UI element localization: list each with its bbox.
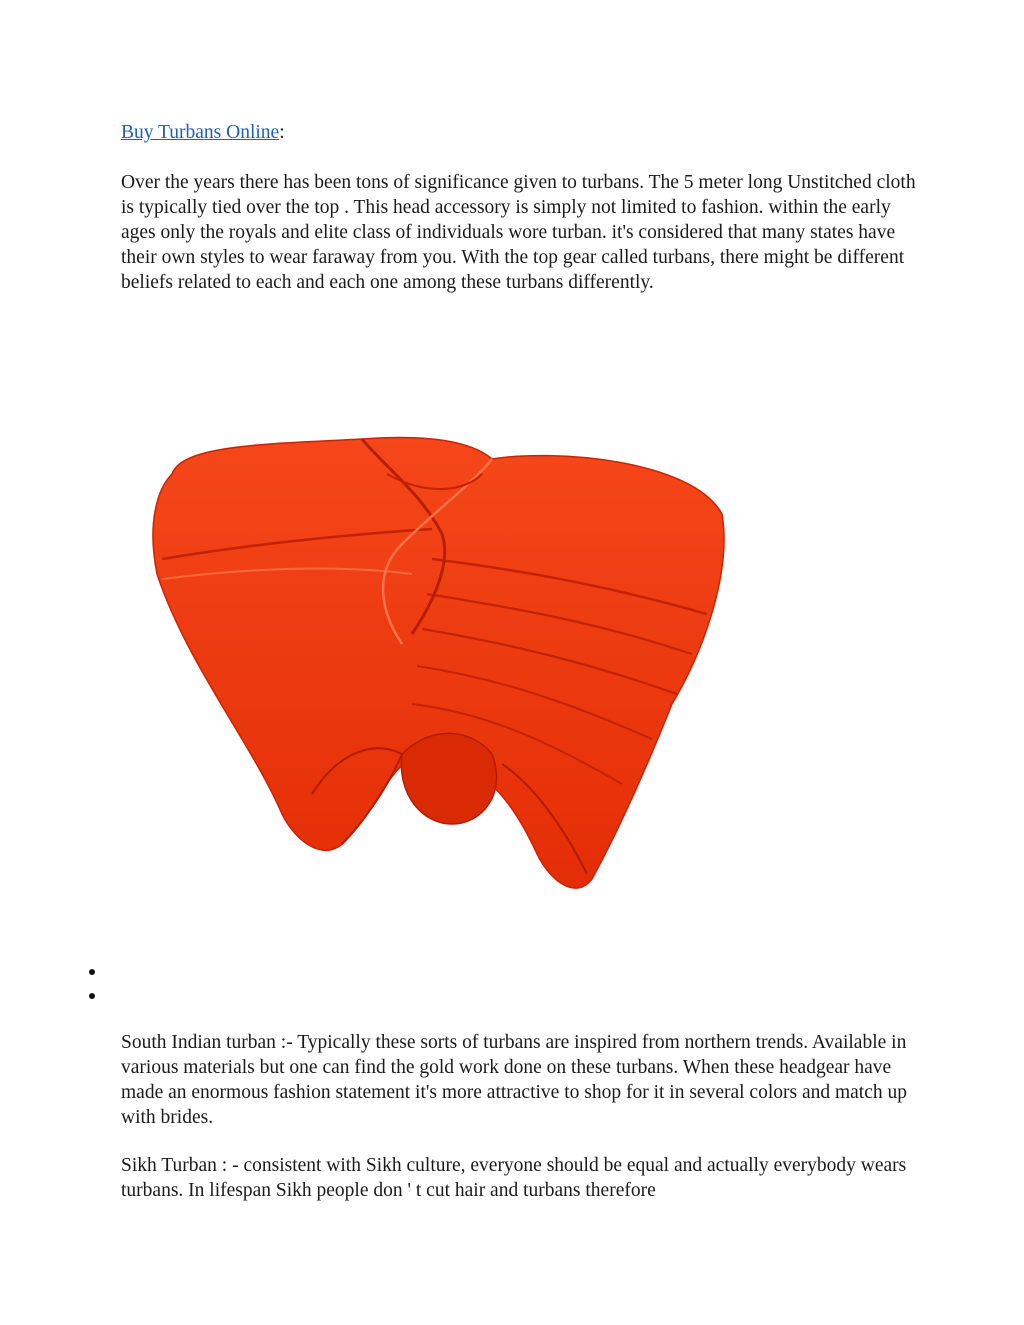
- intro-heading: [121, 120, 285, 145]
- list-item: [82, 960, 102, 984]
- list-item: [82, 984, 102, 1008]
- sikh-turban-paragraph: Sikh Turban : - consistent with Sikh culture, everyone should be equal and actually everybody wears turbans. In lifespan Sikh people don ' t cut hair and turbans therefore: [121, 1155, 907, 1201]
- heading-colon: :: [279, 122, 285, 143]
- south-indian-turban-paragraph: South Indian turban :- Typically these sorts of turbans are inspired from northern trends. Available in various materials but one can find the gold work done on these turbans. When these headgear have made an enormous fashion statement it's more attractive to shop for it in several colors and match up with brides.: [121, 1032, 907, 1128]
- buy-turbans-online-link[interactable]: Buy Turbans Online: [121, 122, 280, 143]
- turban-image: [132, 404, 732, 904]
- bullet-list: [82, 960, 102, 1008]
- turban-inner: [401, 733, 496, 824]
- intro-paragraph: Over the years there has been tons of significance given to turbans. The 5 meter long Unstitched cloth is typically tied over the top . This head accessory is simply not limited to fashion. within the early ages only the royals and elite class of individuals wore turban. it's considered that many states have their own styles to wear faraway from you. With the top gear called turbans, there might be different beliefs related to each and each one among these turbans differently.: [121, 172, 916, 293]
